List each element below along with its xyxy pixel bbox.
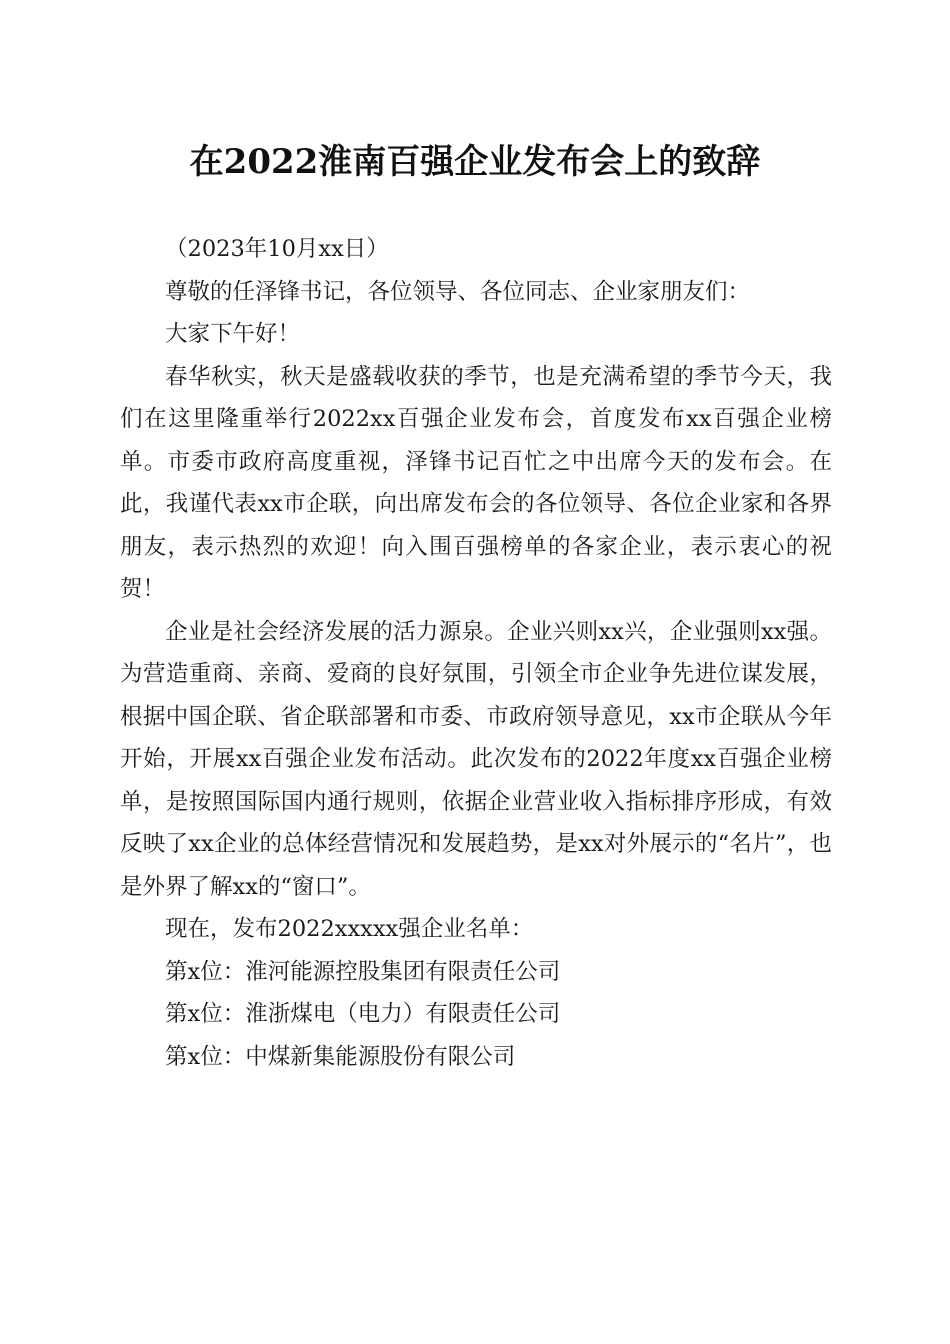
list-item: 第x位：中煤新集能源股份有限公司 xyxy=(165,1043,516,1070)
list-item: 第x位：淮河能源控股集团有限责任公司 xyxy=(165,958,561,985)
date-line: （2023年10月xx日） xyxy=(165,236,389,262)
paragraph-1: 春华秋实，秋天是盛载收获的季节，也是充满希望的季节今天，我们在这里隆重举行2022xx百强企业发布会，首度发布xx百强企业榜单。市委市政府高度重视，泽锋书记百忙之中出席今天的发布会。在此，我谨代表xx市企联，向出席发布会的各位领导、各位企业家和各界朋友，表示热烈的欢迎！向入围百强榜单的各家企业，表示衷心的祝贺！ xyxy=(120,363,832,602)
document-title: 在2022淮南百强企业发布会上的致辞 xyxy=(189,142,761,182)
greeting: 大家下午好！ xyxy=(165,321,301,347)
announcement: 现在，发布2022xxxxx强企业名单： xyxy=(165,916,534,942)
list-item: 第x位：淮浙煤电（电力）有限责任公司 xyxy=(165,1001,561,1027)
paragraph-2: 企业是社会经济发展的活力源泉。企业兴则xx兴，企业强则xx强。为营造重商、亲商、爱商的良好氛围，引领全市企业争先进位谋发展，根据中国企联、省企联部署和市委、市政府领导意见，xx市企联从今年开始，开展xx百强企业发布活动。此次发布的2022年度xx百强企业榜单，是按照国际国内通行规则，依据企业营业收入指标排序形成，有效反映了xx企业的总体经营情况和发展趋势，是xx对外展示的“名片”，也是外界了解xx的“窗口”。 xyxy=(120,618,832,900)
salutation: 尊敬的任泽锋书记，各位领导、各位同志、企业家朋友们： xyxy=(165,278,751,305)
document-body xyxy=(120,228,832,1078)
